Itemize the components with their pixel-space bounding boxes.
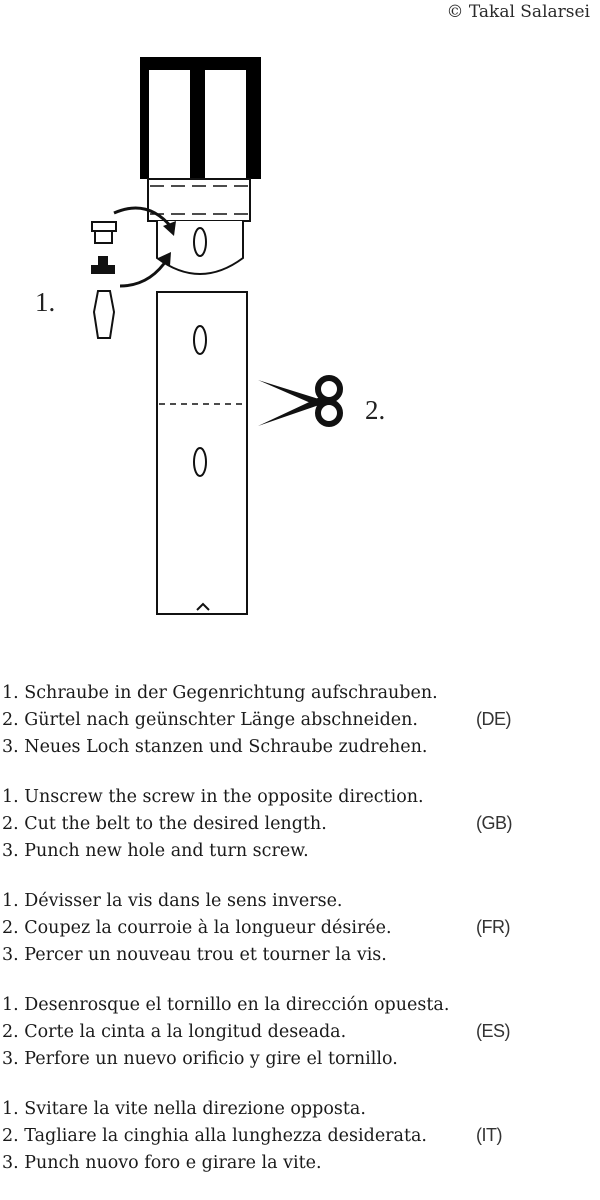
section-de [0, 680, 600, 784]
instruction-line: 2. Coupez la courroie à la longueur désirée. [2, 918, 392, 938]
section-fr [0, 888, 600, 992]
instruction-line: 3. Percer un nouveau trou et tourner la vis. [2, 945, 387, 965]
instruction-line: 2. Tagliare la cinghia alla lunghezza desiderata. [2, 1126, 427, 1146]
step-1-label: 1. [35, 287, 56, 317]
instruction-line: 3. Punch nuovo foro e girare la vite. [2, 1153, 322, 1173]
screw-parts-icon [91, 222, 116, 338]
instructions [0, 680, 600, 1200]
buckle [140, 57, 261, 179]
language-code: (GB) [476, 813, 512, 833]
language-code: (DE) [476, 709, 511, 729]
section-gb [0, 784, 600, 888]
instruction-line: 3. Neues Loch stanzen und Schraube zudrehen. [2, 737, 428, 757]
section-it [0, 1096, 600, 1200]
belt-loop [148, 179, 250, 221]
instruction-line: 1. Desenrosque el tornillo en la dirección opuesta. [2, 995, 450, 1015]
instruction-line: 1. Dévisser la vis dans le sens inverse. [2, 891, 343, 911]
language-code: (IT) [476, 1125, 502, 1145]
instruction-line: 2. Corte la cinta a la longitud deseada. [2, 1022, 347, 1042]
scissors-icon [258, 378, 340, 426]
instruction-line: 1. Svitare la vite nella direzione opposta. [2, 1099, 366, 1119]
instruction-line: 1. Schraube in der Gegenrichtung aufschrauben. [2, 683, 438, 703]
section-es [0, 992, 600, 1096]
step-2-label: 2. [365, 395, 386, 425]
language-code: (ES) [476, 1021, 510, 1041]
instruction-line: 1. Unscrew the screw in the opposite direction. [2, 787, 424, 807]
instruction-line: 2. Cut the belt to the desired length. [2, 814, 327, 834]
instruction-line: 2. Gürtel nach geünschter Länge abschneiden. [2, 710, 418, 730]
belt-strap [157, 292, 247, 614]
language-code: (FR) [476, 917, 510, 937]
instruction-line: 3. Punch new hole and turn screw. [2, 841, 309, 861]
instruction-line: 3. Perfore un nuevo orificio y gire el tornillo. [2, 1049, 398, 1069]
copyright-notice: © Takal Salarsei [446, 2, 590, 22]
